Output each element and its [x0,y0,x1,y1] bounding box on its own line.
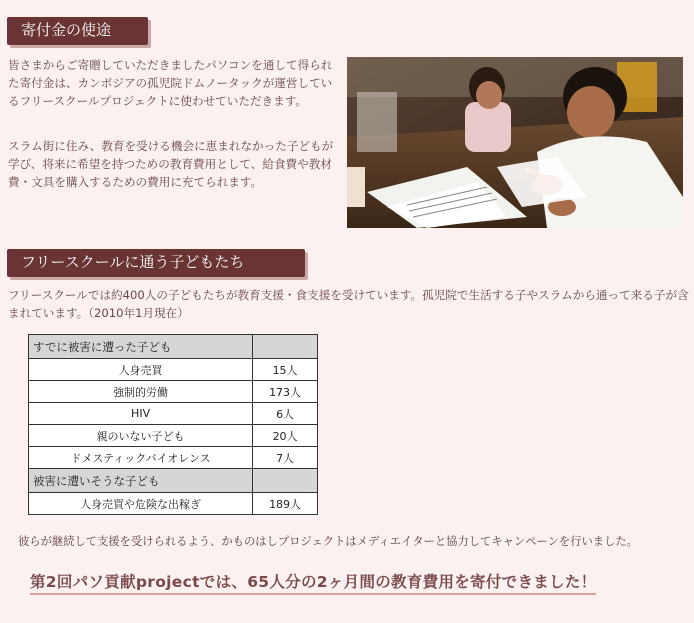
table-row [29,425,318,447]
row-value: 173人 [253,381,318,403]
category-value-cell [253,469,318,493]
table-row [29,447,318,469]
free-school-heading: フリースクールに通う子どもたち [7,249,305,277]
donation-use-heading: 寄付金の使途 [7,17,148,45]
table-row [29,403,318,425]
row-value: 15人 [253,359,318,381]
result-banner: 第2回パソ貢献projectでは、65人分の2ヶ月間の教育費用を寄付できました！ [30,570,596,595]
row-label: 強制的労働 [29,381,253,403]
classroom-photo-illustration [347,57,683,228]
row-value: 7人 [253,447,318,469]
row-value: 20人 [253,425,318,447]
table-category-row [29,335,318,359]
row-label: 親のいない子ども [29,425,253,447]
category-value-cell [253,335,318,359]
donation-use-paragraph-1: 皆さまからご寄贈していただきましたパソコンを通して得られた寄付金は、カンボジアの孤児院ドムノータックが運営しているフリースクールプロジェクトに使わせていただきます。 [8,58,333,108]
row-label: HIV [29,403,253,425]
row-value: 189人 [253,493,318,515]
category-label: 被害に遭いそうな子ども [29,469,253,493]
row-value: 6人 [253,403,318,425]
free-school-paragraph: フリースクールでは約400人の子どもたちが教育支援・食支援を受けています。孤児院で生活する子やスラムから通って来る子が含まれています。（2010年1月現在） [8,288,689,320]
table-row [29,359,318,381]
table-category-row [29,469,318,493]
classroom-photo [347,57,683,228]
table-row [29,381,318,403]
row-label: ドメスティックバイオレンス [29,447,253,469]
row-label: 人身売買 [29,359,253,381]
donation-use-paragraph-2: スラム街に住み、教育を受ける機会に恵まれなかった子どもが学び、将来に希望を持つための教育費用として、給食費や教材費・文具を購入するための費用に充てられます。 [8,139,334,189]
category-label: すでに被害に遭った子ども [29,335,253,359]
campaign-note: 彼らが継続して支援を受けられるよう、かものはしプロジェクトはメディエイターと協力してキャンペーンを行いました。 [18,535,638,548]
row-label: 人身売買や危険な出稼ぎ [29,493,253,515]
children-stats-table [28,334,318,515]
table-row [29,493,318,515]
